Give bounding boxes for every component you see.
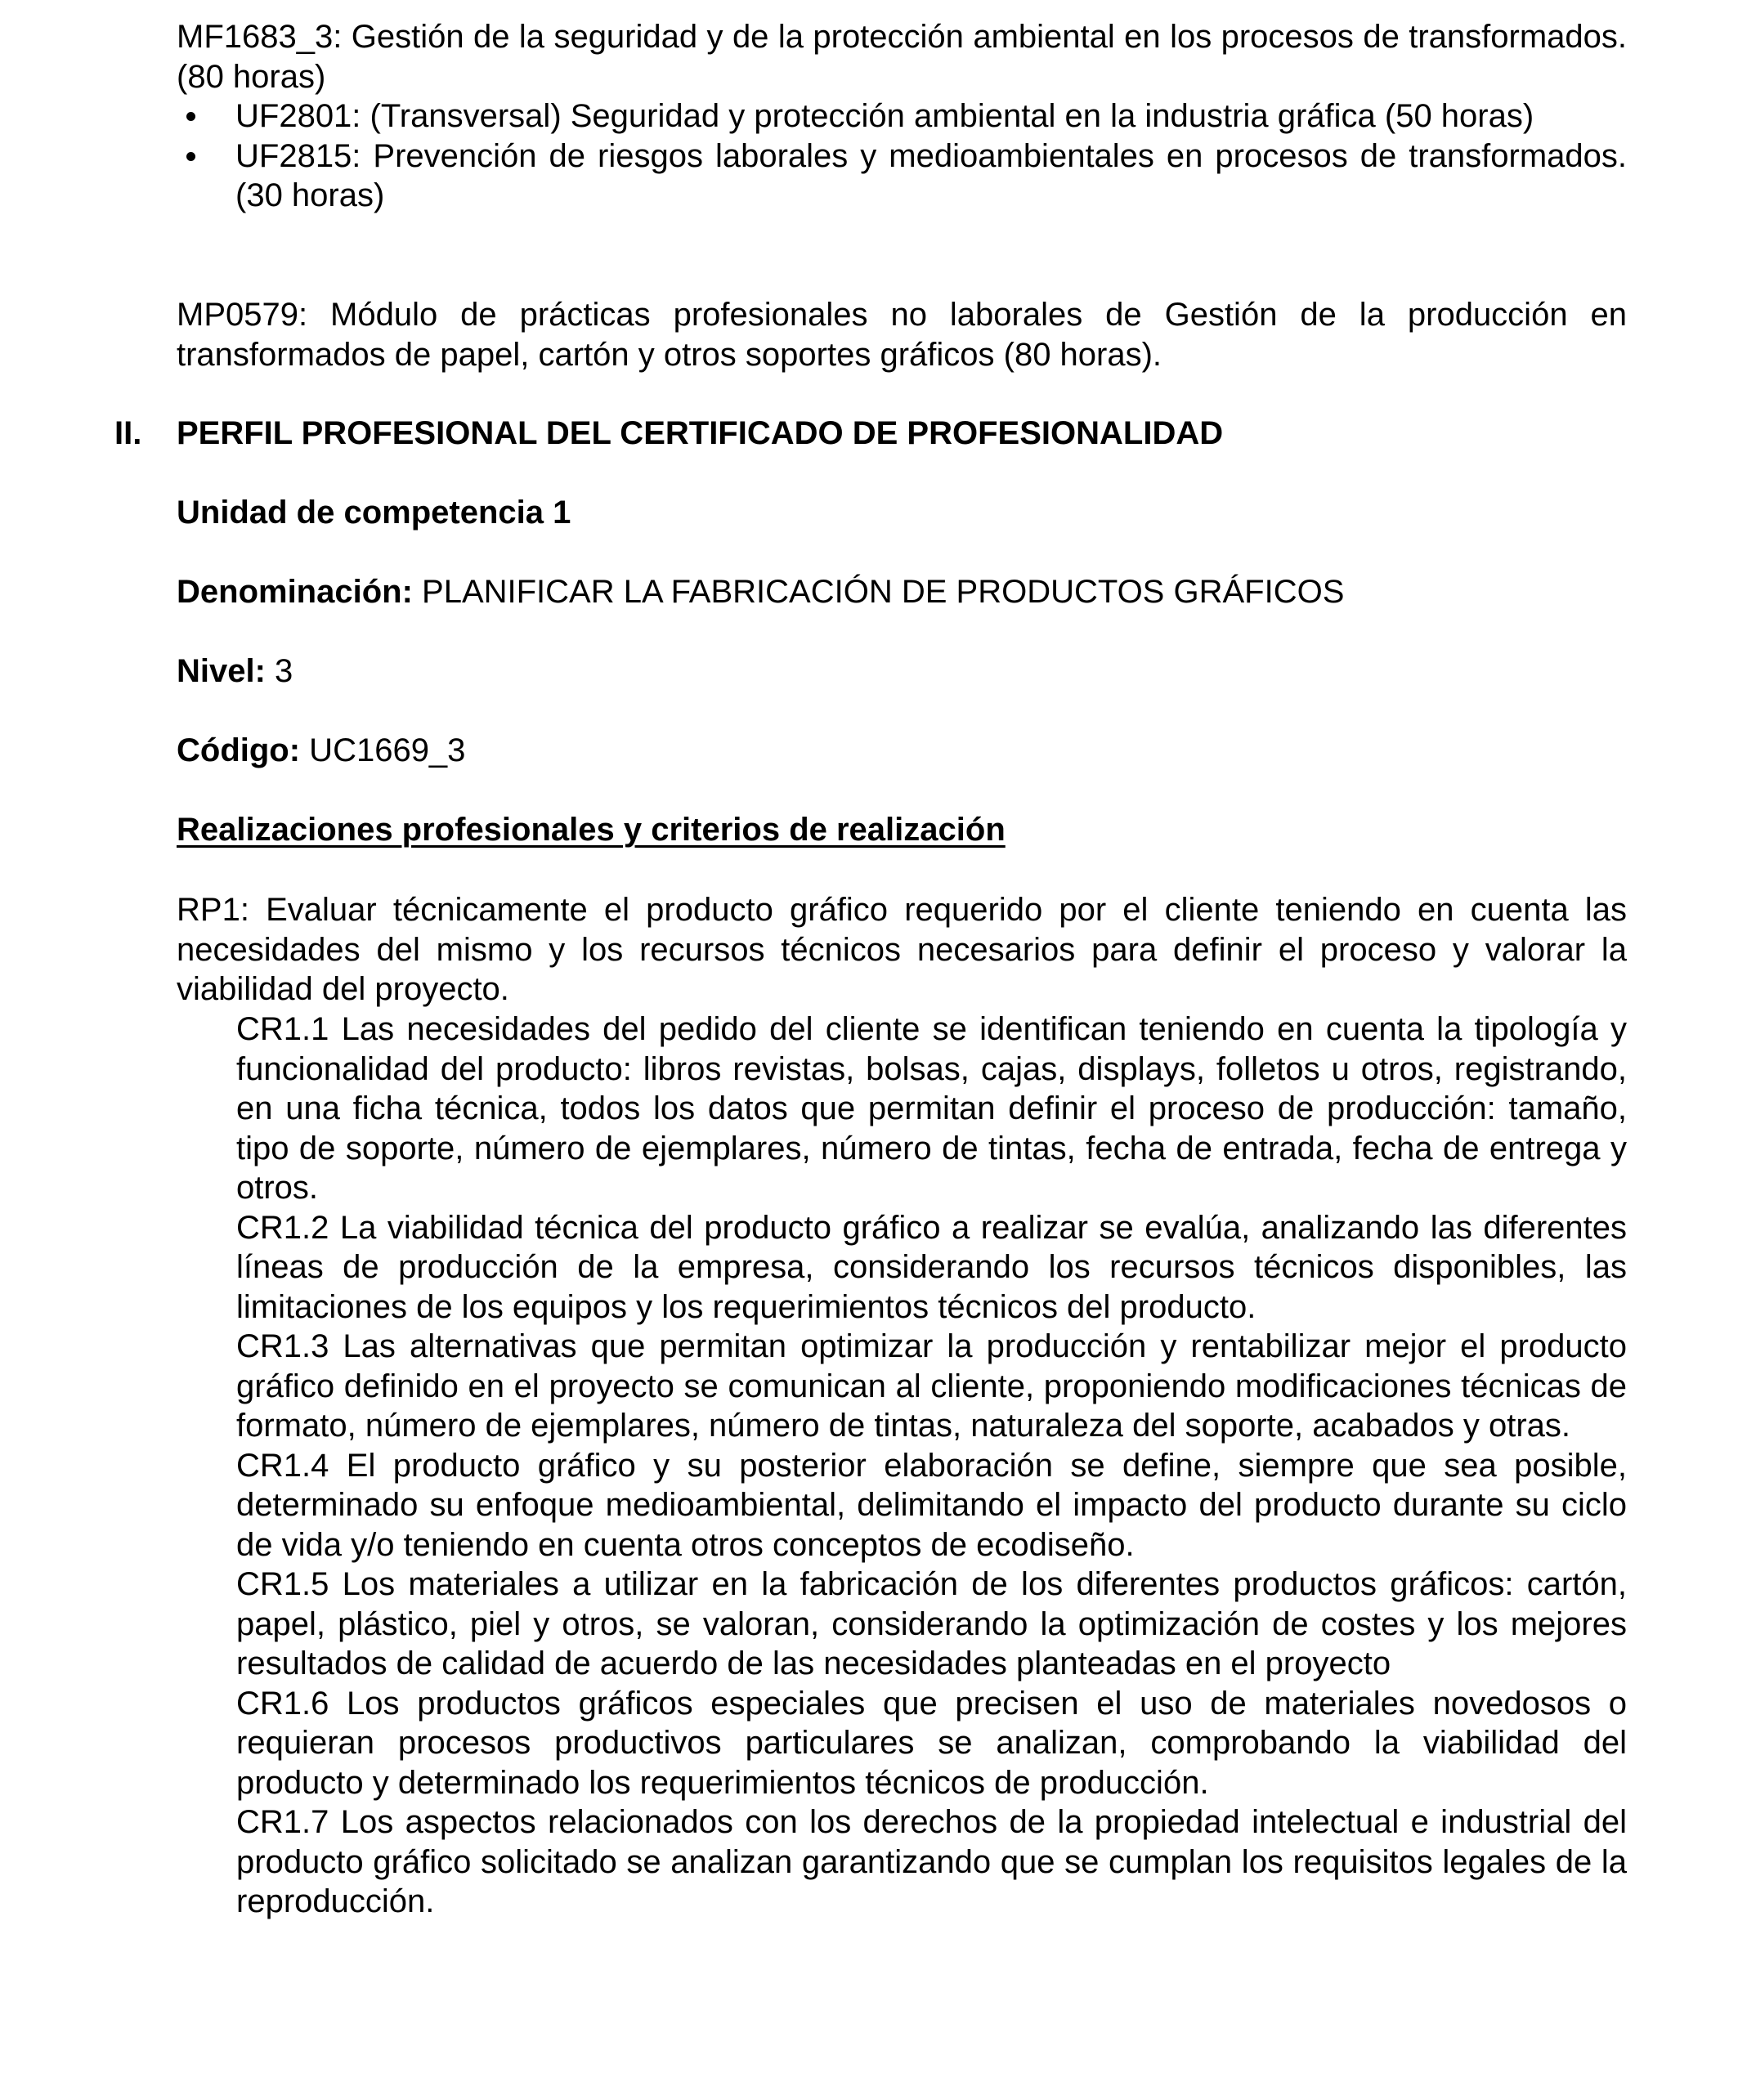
section-title: PERFIL PROFESIONAL DEL CERTIFICADO DE PROFESIONALIDAD <box>177 415 1224 451</box>
codigo-value: UC1669_3 <box>300 732 466 768</box>
nivel-value: 3 <box>265 653 293 689</box>
criterion-cr1-6: CR1.6 Los productos gráficos especiales que precisen el uso de materiales novedosos o requieran procesos productivos particulares se analizan, comprobando la viabilidad del producto y determinado los requerimientos técnicos de producción. <box>236 1685 1627 1801</box>
criteria-list <box>236 1010 1627 1922</box>
module-mp0579-text: MP0579: Módulo de prácticas profesionales no laborales de Gestión de la producción en transformados de papel, cartón y otros soportes gráficos (80 horas). <box>177 297 1627 373</box>
section-heading <box>114 414 1627 454</box>
criterion-cr1-4: CR1.4 El producto gráfico y su posterior elaboración se define, siempre que sea posible, determinado su enfoque medioambiental, delimitando el impacto del producto durante su ciclo de vida y/o teniendo en cuenta otros conceptos de ecodiseño. <box>236 1447 1627 1563</box>
nivel-line <box>177 651 1627 692</box>
bullet-icon <box>186 112 195 121</box>
section-number: II. <box>114 415 142 451</box>
unit-uf2815-text: UF2815: Prevención de riesgos laborales y medioambientales en procesos de transformados. (30 horas) <box>235 137 1627 213</box>
criterion-cr1-2: CR1.2 La viabilidad técnica del producto gráfico a realizar se evalúa, analizando las diferentes líneas de producción de la empresa, considerando los recursos técnicos disponibles, las limitaciones de los equipos y los requerimientos técnicos del producto. <box>236 1209 1627 1325</box>
unit-title: Unidad de competencia 1 <box>177 495 571 531</box>
criterion-cr1-5: CR1.5 Los materiales a utilizar en la fabricación de los diferentes productos gráficos: cartón, papel, plástico, piel y otros, se valoran, considerando la optimización de costes y los mejores resultados de calidad de acuerdo de las necesidades planteadas en el proyecto <box>236 1566 1627 1681</box>
codigo-line <box>177 731 1627 771</box>
realizaciones-heading <box>177 810 1627 850</box>
list-item <box>177 137 1627 216</box>
module-mf1683-units <box>177 96 1627 216</box>
denominacion-label: Denominación: <box>177 574 413 610</box>
codigo-label: Código: <box>177 732 301 768</box>
bullet-icon <box>186 152 195 161</box>
unit-uf2801-text: UF2801: (Transversal) Seguridad y protección ambiental en la industria gráfica (50 horas) <box>235 98 1534 134</box>
criterion-cr1-1: CR1.1 Las necesidades del pedido del cliente se identifican teniendo en cuenta la tipología y funcionalidad del producto: libros revistas, bolsas, cajas, displays, folletos u otros, registrando, en una ficha técnica, todos los datos que permitan definir el proceso de producción: tamaño, tipo de soporte, número de ejemplares, número de tintas, fecha de entrada, fecha de entrega y otros. <box>236 1011 1627 1206</box>
denominacion-line <box>177 572 1627 612</box>
rp1-text: RP1: Evaluar técnicamente el producto gráfico requerido por el cliente teniendo en cuenta las necesidades del mismo y los recursos técnicos necesarios para definir el proceso y valorar la viabilidad del proyecto. <box>177 892 1627 1007</box>
criterion-cr1-7: CR1.7 Los aspectos relacionados con los derechos de la propiedad intelectual e industrial del producto gráfico solicitado se analizan garantizando que se cumplan los requisitos legales de la reproducción. <box>236 1804 1627 1919</box>
criterion-cr1-3: CR1.3 Las alternativas que permitan optimizar la producción y rentabilizar mejor el producto gráfico definido en el proyecto se comunican al cliente, proponiendo modificaciones técnicas de formato, número de ejemplares, número de tintas, naturaleza del soporte, acabados y otras. <box>236 1328 1627 1444</box>
list-item <box>177 96 1627 137</box>
module-mf1683-text: MF1683_3: Gestión de la seguridad y de la protección ambiental en los procesos de transformados. (80 horas) <box>177 19 1627 95</box>
nivel-label: Nivel: <box>177 653 266 689</box>
denominacion-value: PLANIFICAR LA FABRICACIÓN DE PRODUCTOS GRÁFICOS <box>412 574 1345 610</box>
realizaciones-heading-text: Realizaciones profesionales y criterios de realización <box>177 812 1006 848</box>
